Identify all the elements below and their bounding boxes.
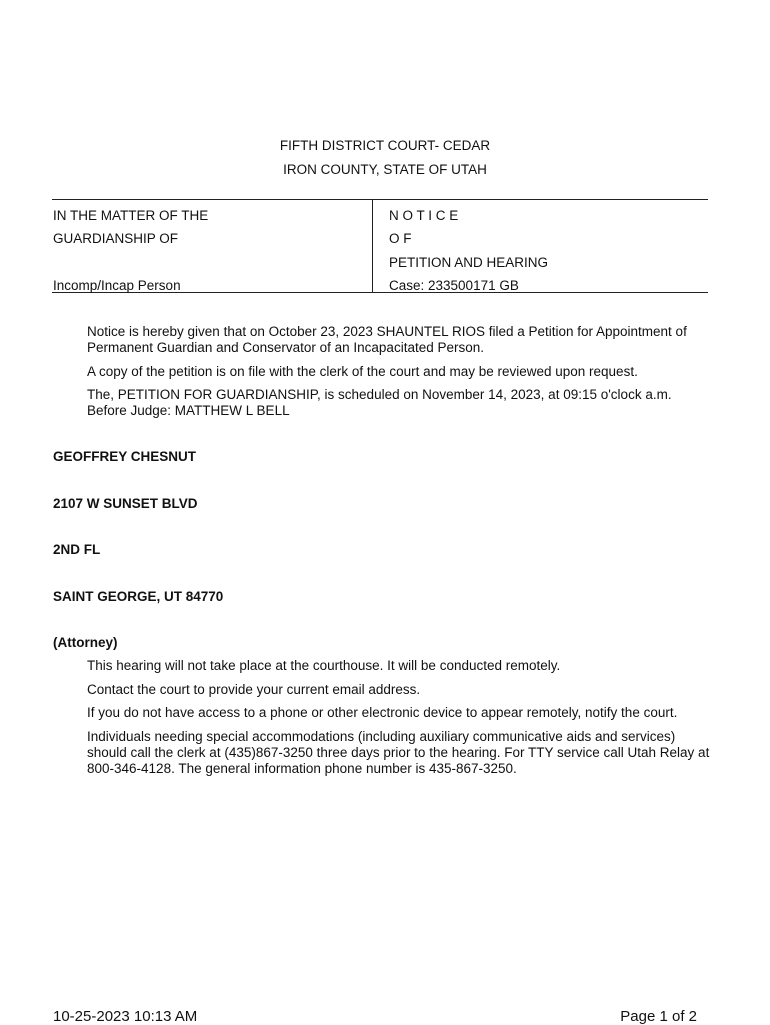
email-contact-paragraph: Contact the court to provide your current email address. (87, 682, 421, 697)
caption-top-rule (52, 199, 708, 200)
attorney-city: SAINT GEORGE, UT 84770 (53, 589, 224, 604)
accommodations-paragraph: Individuals needing special accommodations (including auxiliary communicative aids and services) should call the clerk at (435)867-3250 three days prior to the hearing. For TTY service call Utah Relay at 800-346-4128. The general information phone number is 435-867-3250. (87, 729, 710, 776)
caption-of: O F (389, 231, 412, 246)
hearing-schedule-paragraph (87, 387, 717, 419)
attorney-street: 2107 W SUNSET BLVD (53, 496, 198, 511)
caption-left-party: Incomp/Incap Person (53, 278, 181, 293)
petition-copy-paragraph: A copy of the petition is on file with the clerk of the court and may be reviewed upon request. (87, 364, 638, 379)
caption-notice-title: N O T I C E (389, 208, 459, 223)
court-name: FIFTH DISTRICT COURT- CEDAR (279, 138, 491, 153)
device-access-paragraph: If you do not have access to a phone or other electronic device to appear remotely, notify the court. (87, 705, 678, 720)
caption-left-line-1: IN THE MATTER OF THE (53, 208, 209, 223)
notice-paragraph: Notice is hereby given that on October 23, 2023 SHAUNTEL RIOS filed a Petition for Appointment of Permanent Guardian and Conservator of an Incapacitated Person. (87, 324, 687, 355)
court-location: IRON COUNTY, STATE OF UTAH (283, 162, 487, 177)
caption-left-line-2: GUARDIANSHIP OF (53, 231, 179, 246)
attorney-unit: 2ND FL (53, 542, 101, 557)
caption-divider (372, 199, 373, 292)
case-number: Case: 233500171 GB (389, 278, 519, 293)
hearing-schedule-line: The, PETITION FOR GUARDIANSHIP, is scheduled on November 14, 2023, at 09:15 o'clock a.m. (87, 387, 672, 402)
footer-timestamp: 10-25-2023 10:13 AM (53, 1008, 198, 1025)
remote-hearing-paragraph: This hearing will not take place at the courthouse. It will be conducted remotely. (87, 658, 561, 673)
judge-line: Before Judge: MATTHEW L BELL (87, 403, 290, 418)
page-number: Page 1 of 2 (620, 1008, 697, 1025)
caption-petition-title: PETITION AND HEARING (389, 255, 549, 270)
attorney-role: (Attorney) (53, 635, 118, 650)
attorney-name: GEOFFREY CHESNUT (53, 449, 197, 464)
